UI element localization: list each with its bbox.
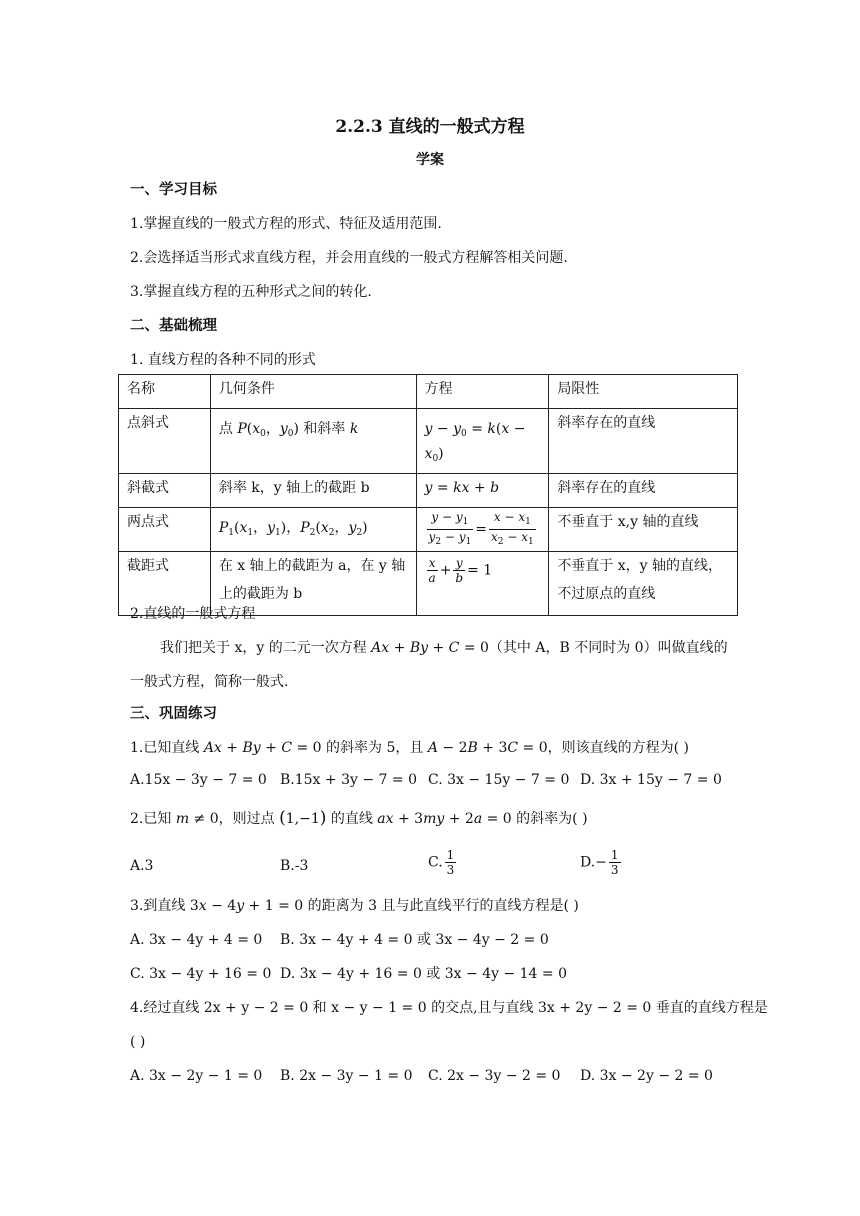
q4-option-b: B. 2x − 3y − 1 = 0 <box>280 1068 413 1084</box>
form-limit-cell: 斜率存在的直线 <box>549 409 738 474</box>
form-name-cell: 斜截式 <box>119 474 211 508</box>
form-name-cell: 点斜式 <box>119 409 211 474</box>
table-header-row <box>119 375 738 409</box>
q2-option-b: B.-3 <box>280 858 309 874</box>
basics-item-1: 1. 直线方程的各种不同的形式 <box>130 352 316 368</box>
q4-option-d: D. 3x − 2y − 2 = 0 <box>580 1068 713 1084</box>
line-forms-table <box>118 374 738 616</box>
form-equation-cell: $\frac{y - y_1}{y_2 - y_1}$ = $\frac{x - x_1}{x_2 - x_1}$ <box>416 508 549 552</box>
table-header-cell: 方程 <box>416 375 549 409</box>
form-condition-cell: 在 x 轴上的截距为 a，在 y 轴 上的截距为 b <box>210 552 416 616</box>
q1-option-d: D. 3x + 15y − 7 = 0 <box>580 772 722 788</box>
form-name-cell: 截距式 <box>119 552 211 616</box>
q3-option-d: D. 3x − 4y + 16 = 0 或 3x − 4y − 14 = 0 <box>280 966 567 982</box>
question-4: 4.经过直线 2x + y − 2 = 0 和 x − y − 1 = 0 的交点,且与直线 3x + 2y − 2 = 0 垂直的直线方程是 <box>130 1000 768 1016</box>
section-heading-goals: 一、学习目标 <box>130 181 217 198</box>
q3-option-a: A. 3x − 4y + 4 = 0 <box>130 932 263 948</box>
table-row <box>119 474 738 508</box>
q4-option-c: C. 2x − 3y − 2 = 0 <box>428 1068 561 1084</box>
q4-option-a: A. 3x − 2y − 1 = 0 <box>130 1068 263 1084</box>
form-condition-cell: 点 $P(x_0$，$y_0$) 和斜率 k <box>210 409 416 474</box>
general-form-paragraph: 我们把关于 x，y 的二元一次方程 Ax + By + C = 0（其中 A，B 不同时为 0）叫做直线的 <box>160 640 728 656</box>
question-2: 2.已知 m ≠ 0，则过点 (1,−1) 的直线 ax + 3my + 2a = 0 的斜率为( ) <box>130 808 588 828</box>
table-row <box>119 409 738 474</box>
doc-title: 2.2.3 直线的一般式方程 <box>335 117 525 137</box>
form-condition-cell: $P_1(x_1$，$y_1$)，$P_2(x_2$，$y_2$) <box>210 508 416 552</box>
general-form-paragraph-cont: 一般式方程，简称一般式. <box>130 674 289 690</box>
q3-option-b: B. 3x − 4y + 4 = 0 或 3x − 4y − 2 = 0 <box>280 932 549 948</box>
form-equation-cell: $y - y_0 = k(x - x_0)$ <box>416 409 549 474</box>
form-limit-cell: 不垂直于 x，y 轴的直线， 不过原点的直线 <box>549 552 738 616</box>
q2-option-a: A.3 <box>130 858 154 874</box>
table-header-cell: 名称 <box>119 375 211 409</box>
question-3: 3.到直线 3x − 4y + 1 = 0 的距离为 3 且与此直线平行的直线方程是( ) <box>130 898 579 914</box>
q2-option-d: D.− $\frac{1}{3}$ <box>580 848 619 877</box>
q1-option-c: C. 3x − 15y − 7 = 0 <box>428 772 570 788</box>
question-4-paren: ( ) <box>130 1034 146 1050</box>
form-equation-cell: y = kx + b <box>416 474 549 508</box>
q1-option-b: B.15x + 3y − 7 = 0 <box>280 772 417 788</box>
form-condition-cell: 斜率 k，y 轴上的截距 b <box>210 474 416 508</box>
section-heading-practice: 三、巩固练习 <box>130 705 217 722</box>
form-limit-cell: 斜率存在的直线 <box>549 474 738 508</box>
table-header-cell: 局限性 <box>549 375 738 409</box>
q3-option-c: C. 3x − 4y + 16 = 0 <box>130 966 272 982</box>
table-header-cell: 几何条件 <box>210 375 416 409</box>
question-1: 1.已知直线 Ax + By + C = 0 的斜率为 5，且 A − 2B + 3C = 0，则该直线的方程为( ) <box>130 740 689 756</box>
form-equation-cell: $\frac{x}{a}$ + $\frac{y}{b}$ = 1 <box>416 552 549 616</box>
goal-item-1: 1.掌握直线的一般式方程的形式、特征及适用范围. <box>130 216 442 232</box>
goal-item-2: 2.会选择适当形式求直线方程，并会用直线的一般式方程解答相关问题. <box>130 250 568 266</box>
form-name-cell: 两点式 <box>119 508 211 552</box>
q2-option-c: C. $\frac{1}{3}$ <box>428 848 455 877</box>
doc-subtitle: 学案 <box>416 152 444 168</box>
form-limit-cell: 不垂直于 x,y 轴的直线 <box>549 508 738 552</box>
goal-item-3: 3.掌握直线方程的五种形式之间的转化. <box>130 284 372 300</box>
q1-option-a: A.15x − 3y − 7 = 0 <box>130 772 267 788</box>
section-heading-basics: 二、基础梳理 <box>130 317 217 334</box>
basics-item-2: 2.直线的一般式方程 <box>130 606 256 622</box>
table-row <box>119 508 738 552</box>
